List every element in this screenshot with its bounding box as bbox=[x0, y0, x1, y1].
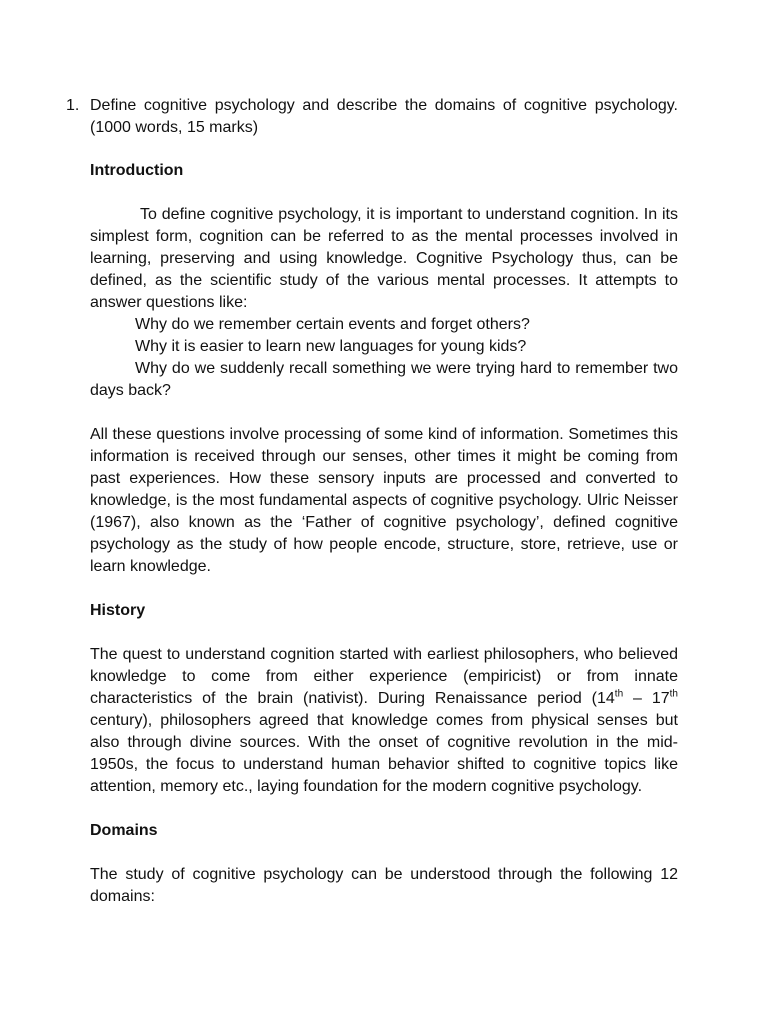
history-text-c: century), philosophers agreed that knowledge comes from physical senses but also through divine sources. With the onset of cognitive revolution in the mid-1950s, the focus to understand human behavior shifted to cognitive topics like attention, memory etc., laying foundation for the modern cognitive psychology. bbox=[90, 712, 678, 795]
introduction-paragraph-1: To define cognitive psychology, it is important to understand cognition. In its simplest form, cognition can be referred to as the mental processes involved in learning, preserving and using knowledge. Cognitive Psychology thus, can be defined, as the scientific study of the various mental processes. It attempts to answer questions like: bbox=[90, 206, 678, 311]
introduction-heading: Introduction bbox=[90, 162, 184, 179]
question-line-2: Why it is easier to learn new languages for young kids? bbox=[135, 338, 527, 355]
history-text-a: The quest to understand cognition started with earliest philosophers, who believed knowledge to come from either experience (empiricist) or from innate characteristics of the brain (nativist). During Renaissance period (14 bbox=[90, 646, 678, 707]
question-line-3: Why do we suddenly recall something we were trying hard to remember two days back? bbox=[90, 360, 678, 399]
history-superscript-a: th bbox=[614, 688, 624, 700]
history-heading: History bbox=[90, 602, 146, 619]
question-number: 1. bbox=[66, 97, 80, 114]
history-paragraph bbox=[90, 644, 678, 798]
domains-paragraph: The study of cognitive psychology can be understood through the following 12 domains: bbox=[90, 866, 678, 905]
domains-heading: Domains bbox=[90, 822, 158, 839]
question-line-1: Why do we remember certain events and forget others? bbox=[135, 316, 530, 333]
question-text: Define cognitive psychology and describe the domains of cognitive psychology. (1000 words, 15 marks) bbox=[90, 97, 678, 136]
document-body bbox=[90, 160, 678, 908]
question-item bbox=[66, 95, 678, 139]
history-superscript-b: th bbox=[669, 688, 678, 700]
history-text-b: – 17 bbox=[623, 690, 670, 707]
introduction-paragraph-2: All these questions involve processing of some kind of information. Sometimes this information is received through our senses, other times it might be coming from past experiences. How these sensory inputs are processed and converted to knowledge, is the most fundamental aspects of cognitive psychology. Ulric Neisser (1967), also known as the ‘Father of cognitive psychology’, defined cognitive psychology as the study of how people encode, structure, store, retrieve, use or learn knowledge. bbox=[90, 426, 678, 575]
